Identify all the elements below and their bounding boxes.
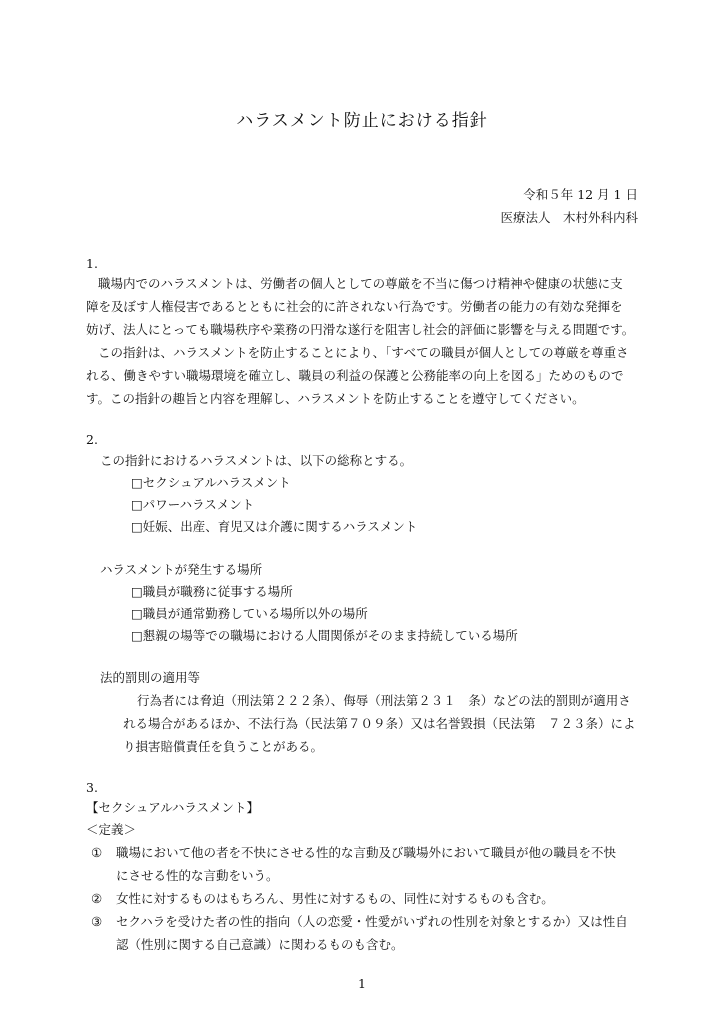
section-1-line: 妨げ、法人にとっても職場秩序や業務の円滑な遂行を阻害し社会的評価に影響を与える問題です。 — [86, 322, 635, 337]
definition-item-mark: ③ — [91, 914, 103, 929]
place-item: □職員が職務に従事する場所 — [131, 584, 293, 599]
section-2-intro: この指針におけるハラスメントは、以下の総称とする。 — [100, 453, 413, 468]
section-1-line: 障を及ぼす人権侵害であるとともに社会的に許されない行為です。労働者の能力の有効な発揮を — [86, 299, 623, 314]
section-1-line: れる、働きやすい職場環境を確立し、職員の利益の保護と公務能率の向上を図る」ためのもので — [86, 368, 624, 383]
places-heading: ハラスメントが発生する場所 — [100, 562, 263, 577]
definition-item-line: セクハラを受けた者の性的指向（人の恋愛・性愛がいずれの性別を対象とするか）又は性自 — [116, 914, 628, 929]
harassment-type-item: □パワーハラスメント — [131, 497, 255, 512]
section-1-line: 職場内でのハラスメントは、労働者の個人としての尊厳を不当に傷つけ精神や健康の状態に支 — [98, 276, 623, 291]
section-1-number: 1. — [86, 256, 98, 271]
harassment-type-item: □妊娠、出産、育児又は介護に関するハラスメント — [131, 519, 418, 534]
penalty-heading: 法的罰則の適用等 — [100, 670, 201, 685]
section-1-line: この指針は、ハラスメントを防止することにより、「すべての職員が個人としての尊厳を尊重さ — [98, 345, 629, 360]
definition-heading: ＜定義＞ — [86, 822, 137, 837]
organization-name: 医療法人 木村外科内科 — [500, 210, 638, 225]
penalty-line: 行為者には脅迫（刑法第２２２条）、侮辱（刑法第２３１ 条）などの法的罰則が適用さ — [137, 693, 631, 708]
section-2-number: 2. — [86, 432, 98, 447]
place-item: □懇親の場等での職場における人間関係がそのまま持続している場所 — [131, 628, 518, 643]
page-number: 1 — [358, 976, 366, 991]
document-title: ハラスメント防止における指針 — [236, 111, 488, 131]
place-item: □職員が通常勤務している場所以外の場所 — [131, 606, 368, 621]
definition-item-line: 認（性別に関する自己意識）に関わるものも含む。 — [116, 937, 404, 952]
definition-item-mark: ② — [91, 891, 103, 906]
issue-date: 令和５年 12 月 1 日 — [523, 187, 638, 202]
penalty-line: れる場合があるほか、不法行為（民法第７０９条）又は名誉毀損（民法第 ７２３条）によ — [123, 716, 636, 731]
definition-item-mark: ① — [91, 845, 103, 860]
harassment-type-item: □セクシュアルハラスメント — [131, 475, 291, 490]
section-1-line: す。この指針の趣旨と内容を理解し、ハラスメントを防止することを遵守してください。 — [86, 391, 585, 406]
section-3-number: 3. — [86, 780, 98, 795]
definition-item-line: 女性に対するものはもちろん、男性に対するもの、同性に対するものも含む。 — [116, 891, 554, 906]
definition-item-line: 職場において他の者を不快にさせる性的な言動及び職場外において職員が他の職員を不快 — [116, 845, 617, 860]
definition-item-line: にさせる性的な言動をいう。 — [116, 868, 279, 883]
section-3-heading: 【セクシュアルハラスメント】 — [86, 800, 260, 815]
penalty-line: り損害賠償責任を負うことがある。 — [123, 739, 324, 754]
